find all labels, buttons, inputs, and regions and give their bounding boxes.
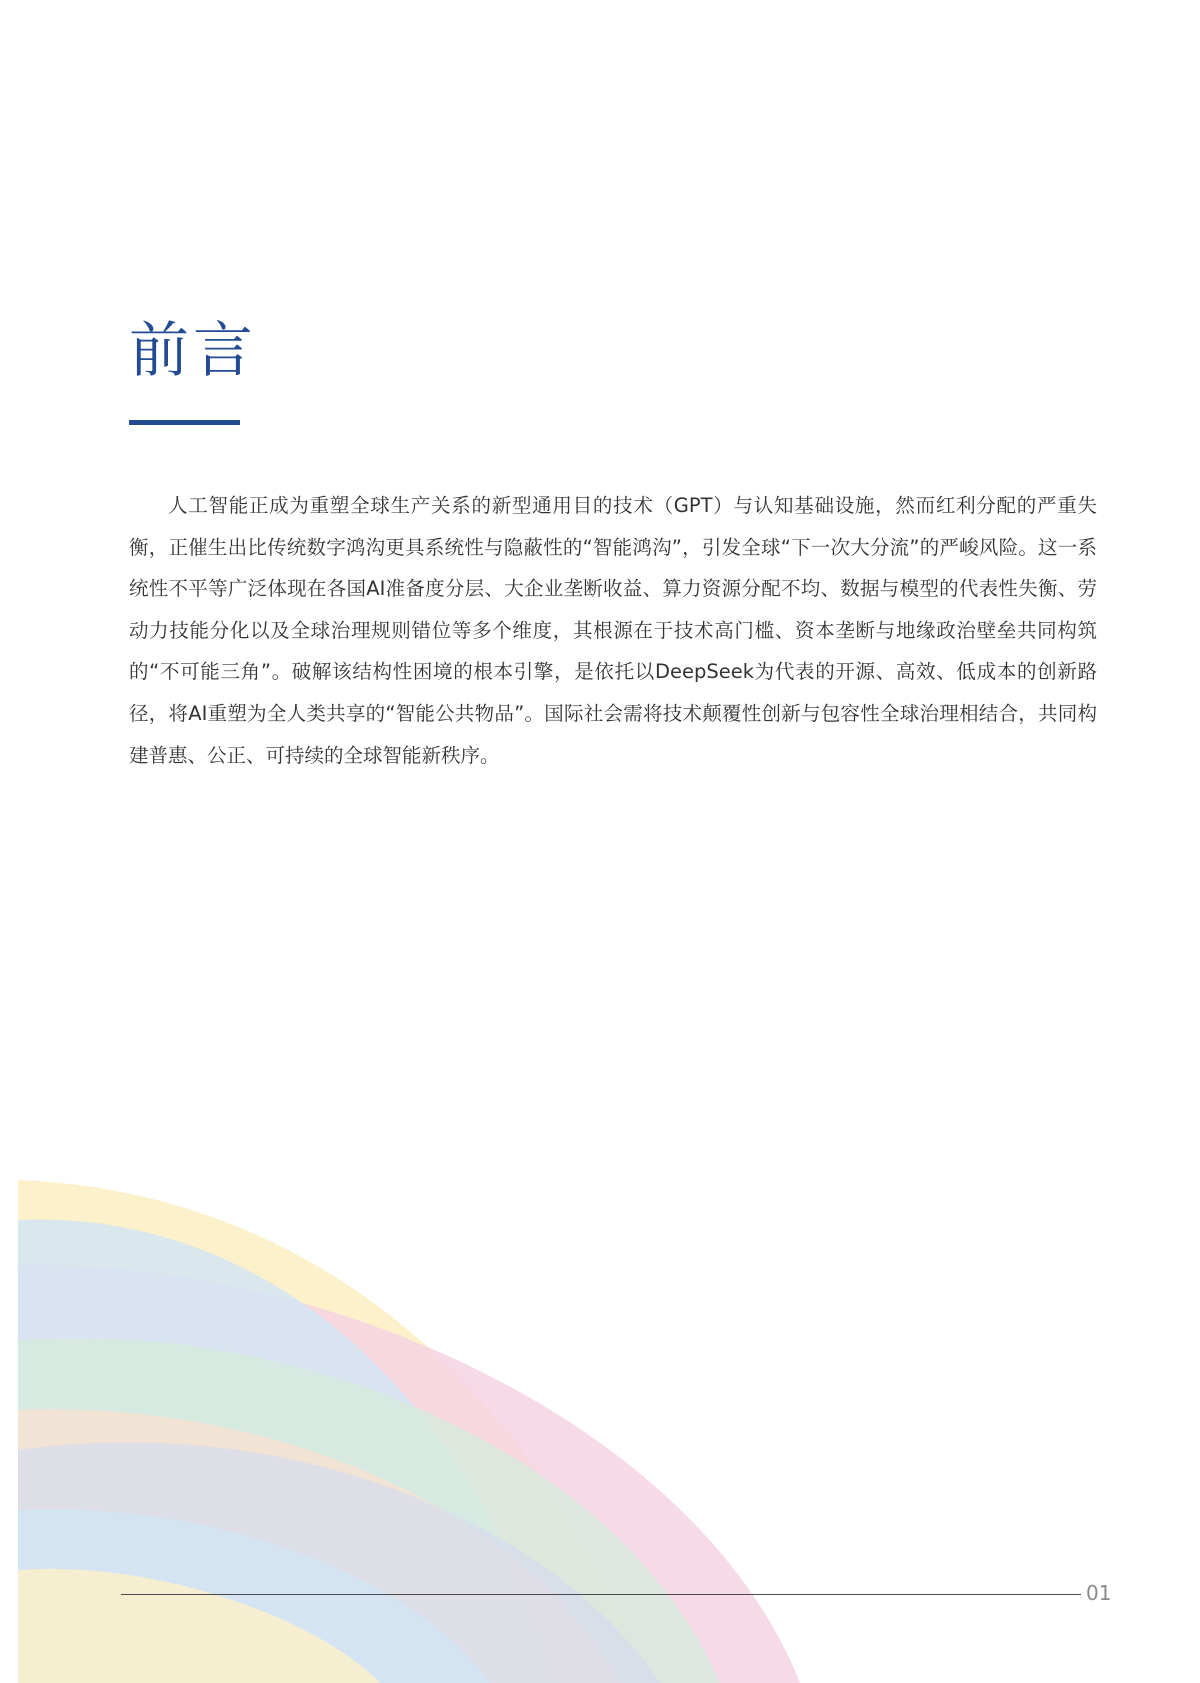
page-number: 01 [1086,1581,1112,1605]
preface-body: 人工智能正成为重塑全球生产关系的新型通用目的技术（GPT）与认知基础设施，然而红利分配的严重失衡，正催生出比传统数字鸿沟更具系统性与隐蔽性的“智能鸿沟”，引发全球“下一次大分流”的严峻风险。这一系统性不平等广泛体现在各国AI准备度分层、大企业垄断收益、算力资源分配不均、数据与模型的代表性失衡、劳动力技能分化以及全球治理规则错位等多个维度，其根源在于技术高门槛、资本垄断与地缘政治壁垒共同构筑的“不可能三角”。破解该结构性困境的根本引擎，是依托以DeepSeek为代表的开源、高效、低成本的创新路径，将AI重塑为全人类共享的“智能公共物品”。国际社会需将技术颠覆性创新与包容性全球治理相结合，共同构建普惠、公正、可持续的全球智能新秩序。 [129,494,1097,767]
page-title: 前言 [129,316,257,386]
footer-rule [121,1594,1081,1595]
decorative-arcs [0,1150,820,1683]
title-underline [129,420,240,425]
